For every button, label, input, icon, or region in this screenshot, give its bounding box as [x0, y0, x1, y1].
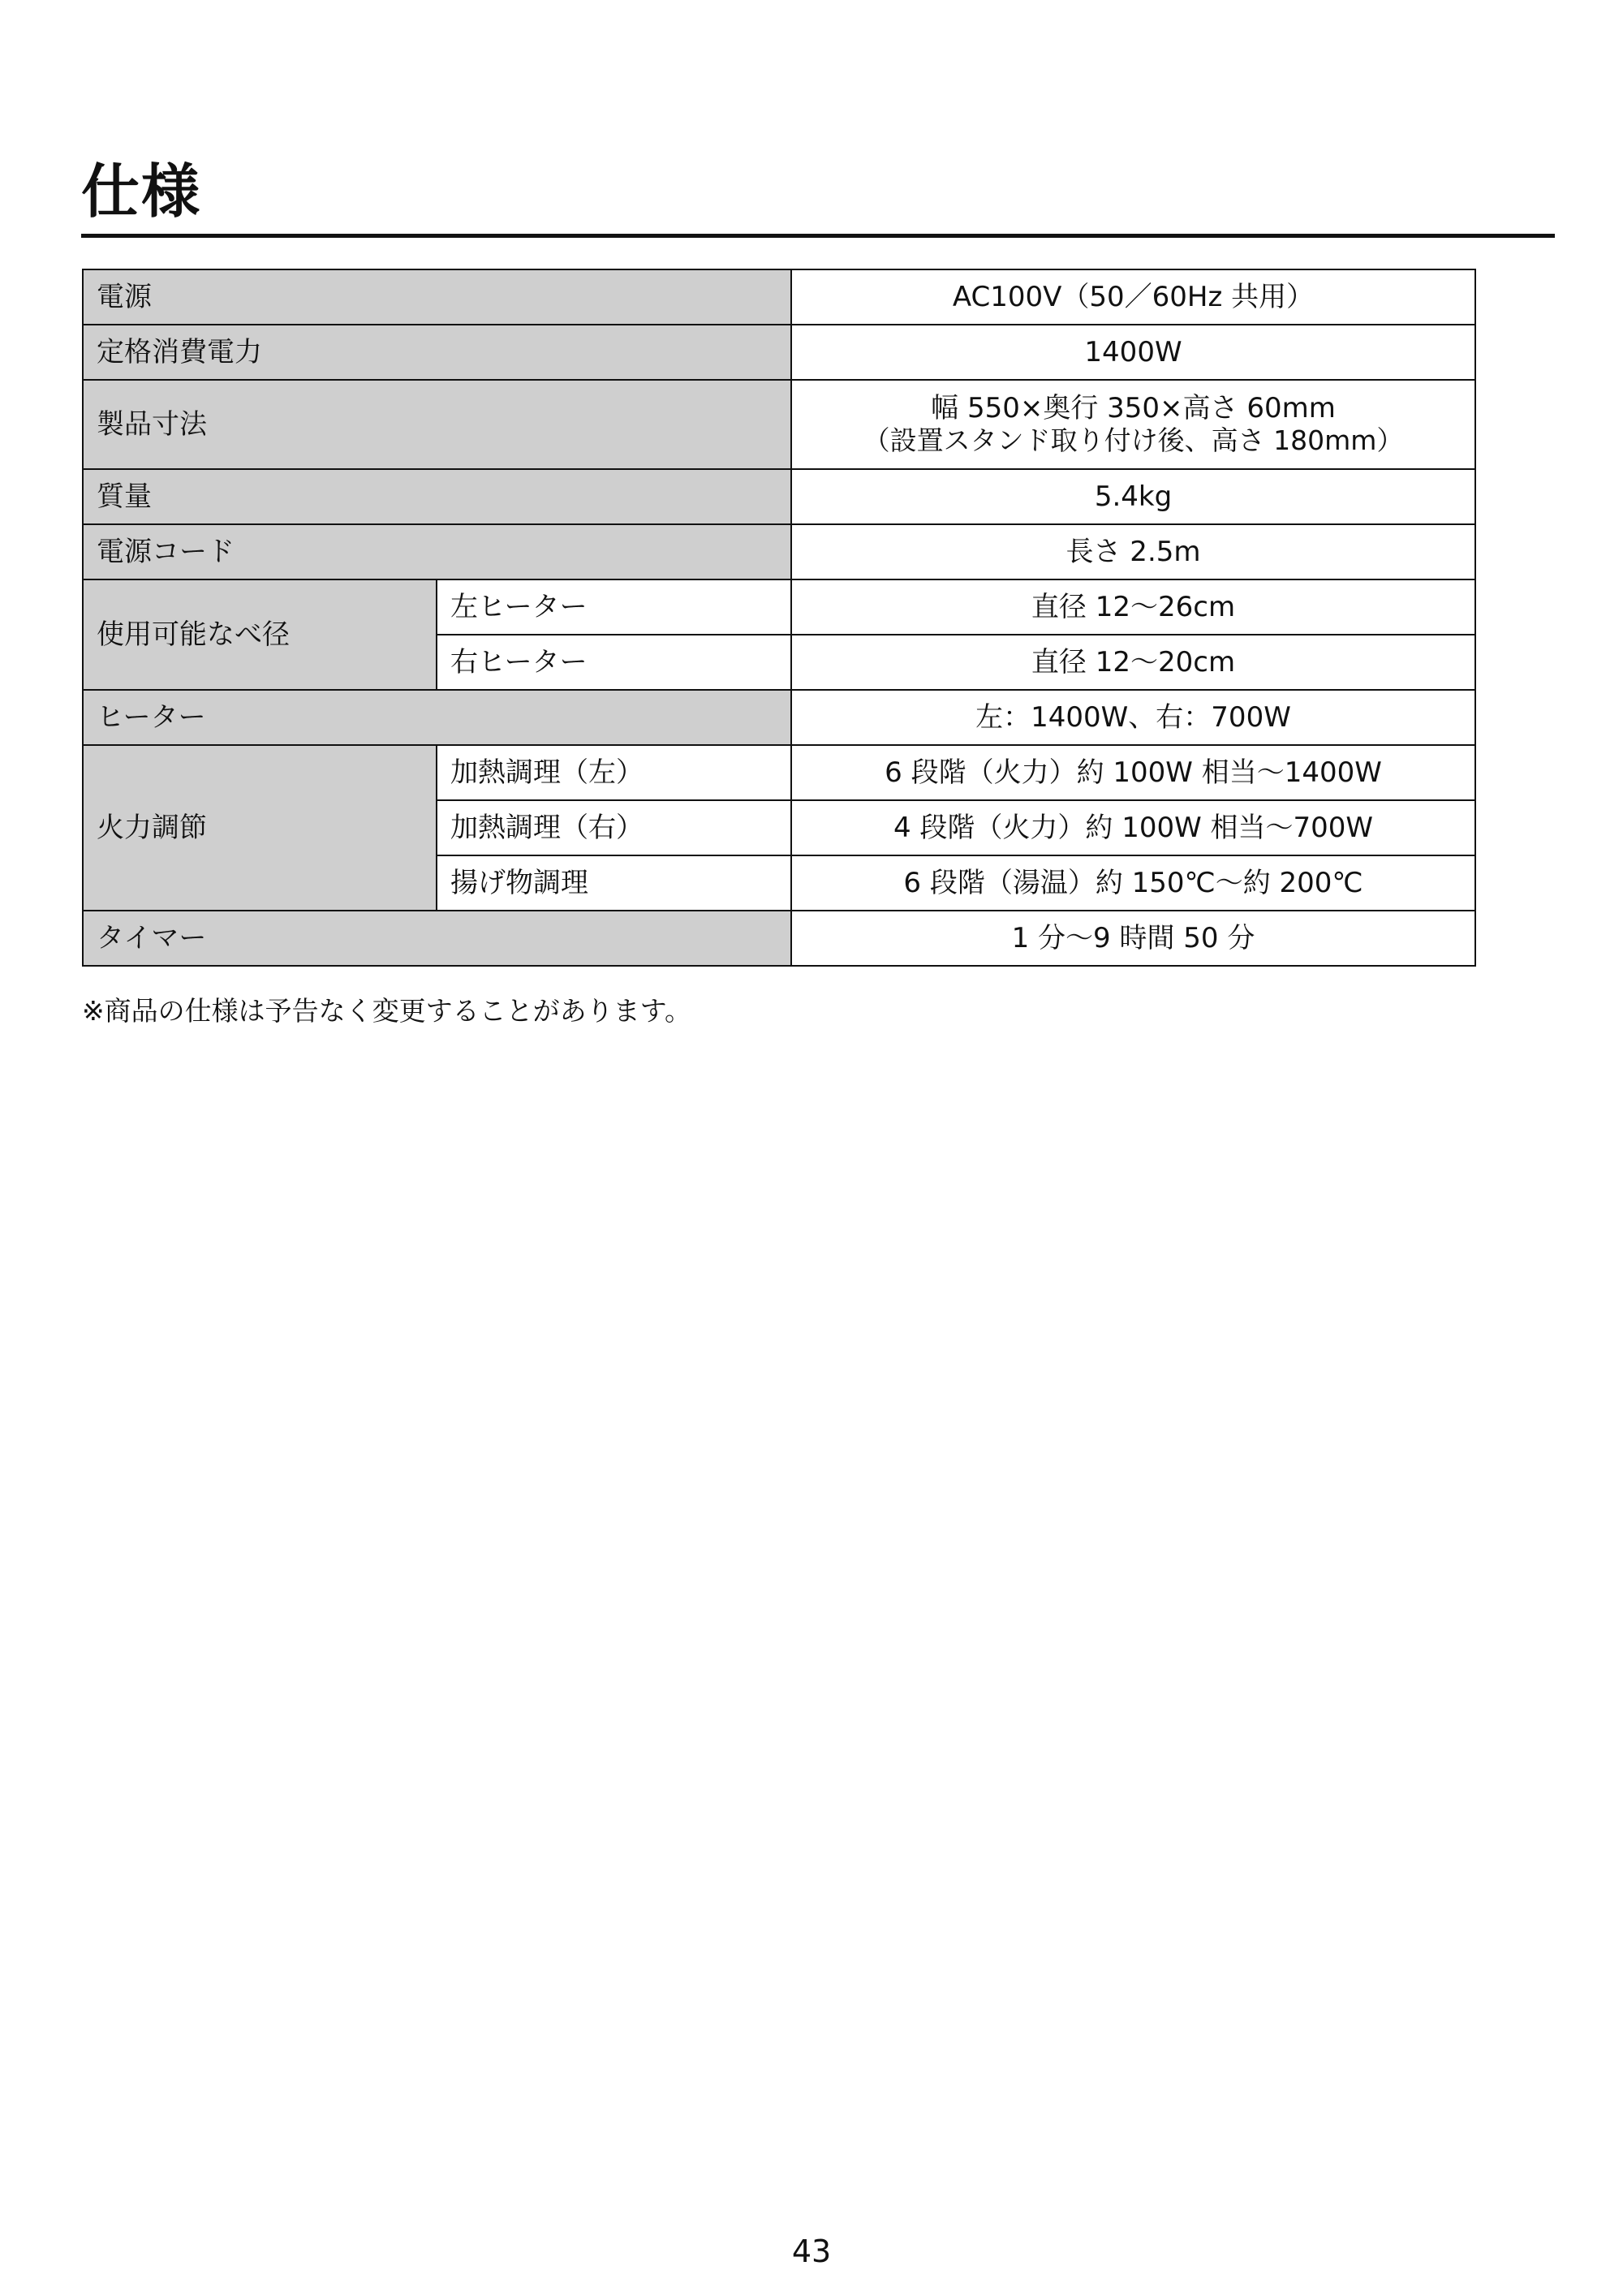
- spec-value-timer: 1 分～9 時間 50 分: [791, 911, 1475, 966]
- table-row: [83, 269, 1475, 325]
- spec-label-heat-control: 火力調節: [83, 745, 437, 911]
- spec-value-dimensions: [791, 380, 1475, 469]
- spec-sublabel-frying: 揚げ物調理: [437, 855, 791, 911]
- spec-sublabel-cook-right: 加熱調理（右）: [437, 800, 791, 855]
- table-row: [83, 690, 1475, 745]
- spec-label-weight: 質量: [83, 469, 791, 524]
- spec-value-right-pan: 直径 12～20cm: [791, 635, 1475, 690]
- spec-sublabel-right-heater: 右ヒーター: [437, 635, 791, 690]
- spec-label-heater: ヒーター: [83, 690, 791, 745]
- table-row: [83, 524, 1475, 579]
- table-row: [83, 745, 1475, 800]
- spec-value-rated-power: 1400W: [791, 325, 1475, 380]
- spec-value-cord: 長さ 2.5m: [791, 524, 1475, 579]
- spec-label-timer: タイマー: [83, 911, 791, 966]
- spec-value-heater: 左：1400W、右：700W: [791, 690, 1475, 745]
- page-number: 43: [791, 2234, 832, 2269]
- spec-label-cord: 電源コード: [83, 524, 791, 579]
- spec-label-dimensions: 製品寸法: [83, 380, 791, 469]
- spec-value-power: AC100V（50／60Hz 共用）: [791, 269, 1475, 325]
- spec-label-pan-size: 使用可能なべ径: [83, 579, 437, 690]
- table-row: [83, 469, 1475, 524]
- dimensions-main: 幅 550×奥行 350×高さ 60mm: [931, 392, 1336, 425]
- spec-label-power: 電源: [83, 269, 791, 325]
- spec-table: [82, 269, 1476, 967]
- spec-change-note: ※商品の仕様は予告なく変更することがあります。: [82, 995, 692, 1027]
- spec-value-cook-left: 6 段階（火力）約 100W 相当～1400W: [791, 745, 1475, 800]
- table-row: [83, 325, 1475, 380]
- spec-value-frying: 6 段階（湯温）約 150℃～約 200℃: [791, 855, 1475, 911]
- spec-value-weight: 5.4kg: [791, 469, 1475, 524]
- title-underline: [81, 234, 1555, 238]
- table-row: [83, 911, 1475, 966]
- spec-sublabel-cook-left: 加熱調理（左）: [437, 745, 791, 800]
- spec-value-left-pan: 直径 12～26cm: [791, 579, 1475, 635]
- table-row: [83, 579, 1475, 635]
- page-title: 仕様: [81, 157, 202, 226]
- spec-sublabel-left-heater: 左ヒーター: [437, 579, 791, 635]
- dimensions-with-stand: （設置スタンド取り付け後、高さ 180mm）: [863, 424, 1404, 456]
- spec-label-rated-power: 定格消費電力: [83, 325, 791, 380]
- spec-value-cook-right: 4 段階（火力）約 100W 相当～700W: [791, 800, 1475, 855]
- table-row: [83, 380, 1475, 469]
